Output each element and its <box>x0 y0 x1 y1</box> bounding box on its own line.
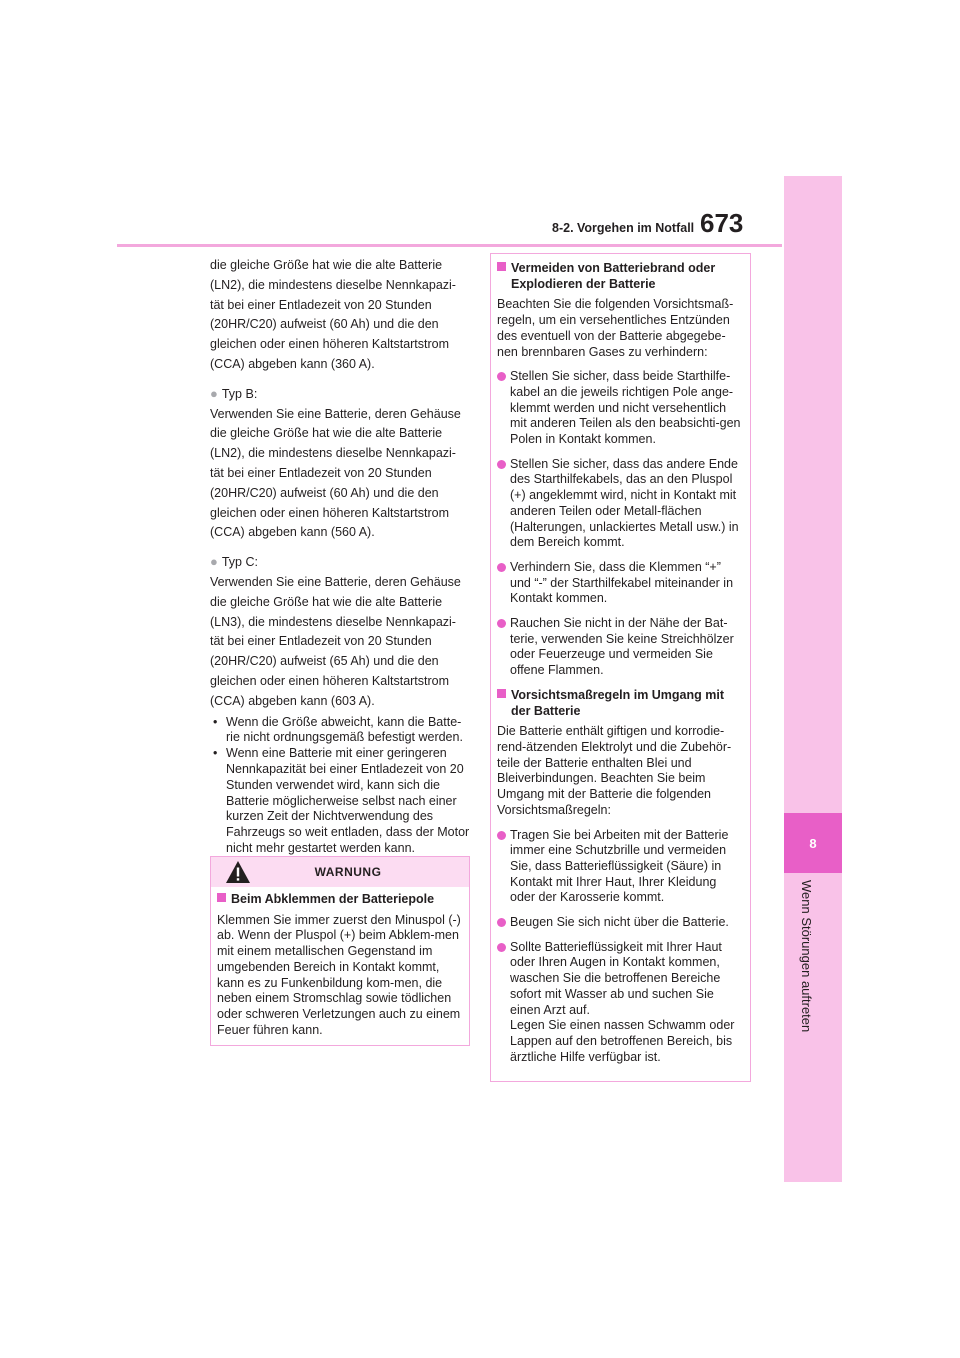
type-b-line: gleichen oder einen höheren Kaltstartstrom <box>210 505 450 520</box>
square-bullet-icon <box>497 689 506 698</box>
type-c-line: gleichen oder einen höheren Kaltstartstrom <box>210 673 450 688</box>
header-rule <box>117 244 782 247</box>
heading-text: Vermeiden von Batteriebrand oder Explodieren der Batterie <box>511 261 716 291</box>
section-heading <box>497 688 744 719</box>
type-c-line: tät bei einer Entladezeit von 20 Stunden <box>210 634 432 649</box>
heading-text: Vorsichtsmaßregeln im Umgang mit der Batterie <box>511 687 725 718</box>
bullet-dot-icon <box>497 918 506 927</box>
type-b-line: die gleiche Größe hat wie die alte Batterie <box>210 426 443 441</box>
intro-line: (CCA) abgeben kann (360 A). <box>210 356 375 371</box>
type-c-line: die gleiche Größe hat wie die alte Batterie <box>210 594 443 609</box>
page-number: 673 <box>700 208 744 238</box>
list-item <box>497 915 744 931</box>
warning-body <box>211 887 469 1038</box>
list-item-text: Stellen Sie sicher, dass beide Starthilfe-kabel an die jeweils richtigen Pole ange-klemmt werden und nicht versehentlich mit anderen Teilen als den beabsichti-gen Polen in Kontakt kommen. <box>510 369 741 447</box>
section-heading <box>497 261 744 292</box>
type-c-line: Verwenden Sie eine Batterie, deren Gehäuse <box>210 574 461 589</box>
note-item: • Wenn eine Batterie mit einer geringeren Nennkapazität bei einer Entladezeit von 20 Stunden verwendet wird, kann sich die Batterie möglicherweise selbst nach einer kurzen Zeit der Nichtverwendung des Fahrzeugs so weit entladen, dass der Motor nicht mehr gestartet werden kann. <box>210 746 472 857</box>
bullet-dot-icon <box>497 372 506 381</box>
bullet-dot-icon <box>497 831 506 840</box>
type-b-line: tät bei einer Entladezeit von 20 Stunden <box>210 465 432 480</box>
battery-safety-box <box>490 253 751 1082</box>
type-c-label: Typ C: <box>221 555 258 570</box>
warning-title: WARNUNG <box>314 865 382 879</box>
list-item-text: Sollte Batterieflüssigkeit mit Ihrer Haut oder Ihren Augen in Kontakt kommen, waschen Sie die betroffenen Bereiche sofort mit Wasser ab und suchen Sie einen Arzt auf. <box>510 939 722 1017</box>
intro-line: gleichen oder einen höheren Kaltstartstrom <box>210 337 450 352</box>
list-item <box>497 560 744 607</box>
bullet-dot-icon <box>497 460 506 469</box>
list-item-extra: Legen Sie einen nassen Schwamm oder Lappen auf den betroffenen Bereich, bis ärztliche Hilfe verfügbar ist. <box>510 1018 735 1064</box>
list-item-text: Beugen Sie sich nicht über die Batterie. <box>510 915 729 930</box>
section-title: 8-2. Vorgehen im Notfall <box>552 221 695 235</box>
chapter-number: 8 <box>809 836 817 851</box>
left-column <box>210 256 472 857</box>
intro-line: die gleiche Größe hat wie die alte Batterie <box>210 258 443 272</box>
warning-box <box>210 856 470 1046</box>
warning-triangle-icon <box>225 860 251 884</box>
bullet-dot-icon: ● <box>210 385 218 401</box>
square-bullet-icon <box>497 262 506 271</box>
list-item <box>497 828 744 907</box>
list-item-text: Rauchen Sie nicht in der Nähe der Bat-terie, verwenden Sie keine Streichhölzer oder Feuerzeuge und vermeiden Sie offene Flammen. <box>510 616 734 678</box>
type-c-line: (LN3), die mindestens dieselbe Nennkapazi- <box>210 614 456 629</box>
intro-line: (20HR/C20) aufweist (60 Ah) und die den <box>210 317 439 332</box>
intro-line: tät bei einer Entladezeit von 20 Stunden <box>210 297 432 312</box>
square-bullet-icon <box>217 893 226 902</box>
paragraph: Die Batterie enthält giftigen und korrodie-rend-ätzenden Elektrolyt und die Zubehör-teile der Batterie enthalten Blei und Bleiverbindungen. Beachten Sie beim Umgang mit der Batterie die folgenden Vorsichtsmaßregeln: <box>497 724 732 817</box>
type-b-line: (CCA) abgeben kann (560 A). <box>210 525 375 540</box>
bullet-dot-icon: ● <box>210 554 218 570</box>
list-item <box>497 369 744 448</box>
list-item-text: Verhindern Sie, dass die Klemmen “+” und “-” der Starthilfekabel miteinander in Kontakt kommen. <box>510 559 734 606</box>
intro-line: (LN2), die mindestens dieselbe Nennkapazi- <box>210 277 456 292</box>
bullet-dot-icon <box>497 943 506 952</box>
warning-text: Klemmen Sie immer zuerst den Minuspol (-) ab. Wenn der Pluspol (+) beim Abklem-men mit einem metallischen Gegenstand im umgebenden Bereich in Kontakt kommt, kann es zu Funkenbildung kom-men, die neben einem Stromschlag sowie tödlichen oder schweren Verletzungen auch zu einem Feuer führen kann. <box>217 912 461 1037</box>
list-item <box>497 457 744 551</box>
type-c-line: (20HR/C20) aufweist (65 Ah) und die den <box>210 654 439 669</box>
type-b-label-row <box>210 384 472 405</box>
list-item-text: Tragen Sie bei Arbeiten mit der Batterie immer eine Schutzbrille und vermeiden Sie, dass Batterieflüssigkeit (Säure) in Kontakt mit Ihrer Haut, Ihrer Kleidung oder der Karosserie kommt. <box>510 827 729 905</box>
type-c-label-row <box>210 552 472 573</box>
list-item <box>497 616 744 679</box>
list-item <box>497 940 744 1066</box>
bullet-dot-icon <box>497 619 506 628</box>
type-b-line: (LN2), die mindestens dieselbe Nennkapazi- <box>210 446 456 461</box>
bullet-dot-icon <box>497 563 506 572</box>
paragraph: Beachten Sie die folgenden Vorsichtsmaß-regeln, um ein versehentliches Entzünden des eventuell von der Batterie abgegebe-nen brennbaren Gases zu verhindern: <box>497 297 734 359</box>
warning-header <box>211 857 469 887</box>
battery-safety-body <box>491 254 750 1065</box>
type-b-label: Typ B: <box>221 386 258 401</box>
chapter-title: Wenn Störungen auftreten <box>799 880 814 1033</box>
warning-heading <box>217 892 463 908</box>
type-b-line: (20HR/C20) aufweist (60 Ah) und die den <box>210 485 439 500</box>
type-b-line: Verwenden Sie eine Batterie, deren Gehäuse <box>210 406 461 421</box>
type-c-line: (CCA) abgeben kann (603 A). <box>210 693 375 708</box>
note-item: • Wenn die Größe abweicht, kann die Batte-rie nicht ordnungsgemäß befestigt werden. <box>210 715 472 747</box>
list-item-text: Stellen Sie sicher, dass das andere Ende des Starthilfekabels, das an den Pluspol (+) angeklemmt wird, nicht in Kontakt mit anderen Teilen oder Metall-flächen (Halterungen, unlackiertes Metall usw.) in dem Bereich kommt. <box>510 456 739 550</box>
notes-list <box>210 715 472 857</box>
warning-heading-text: Beim Abklemmen der Batteriepole <box>231 892 435 906</box>
